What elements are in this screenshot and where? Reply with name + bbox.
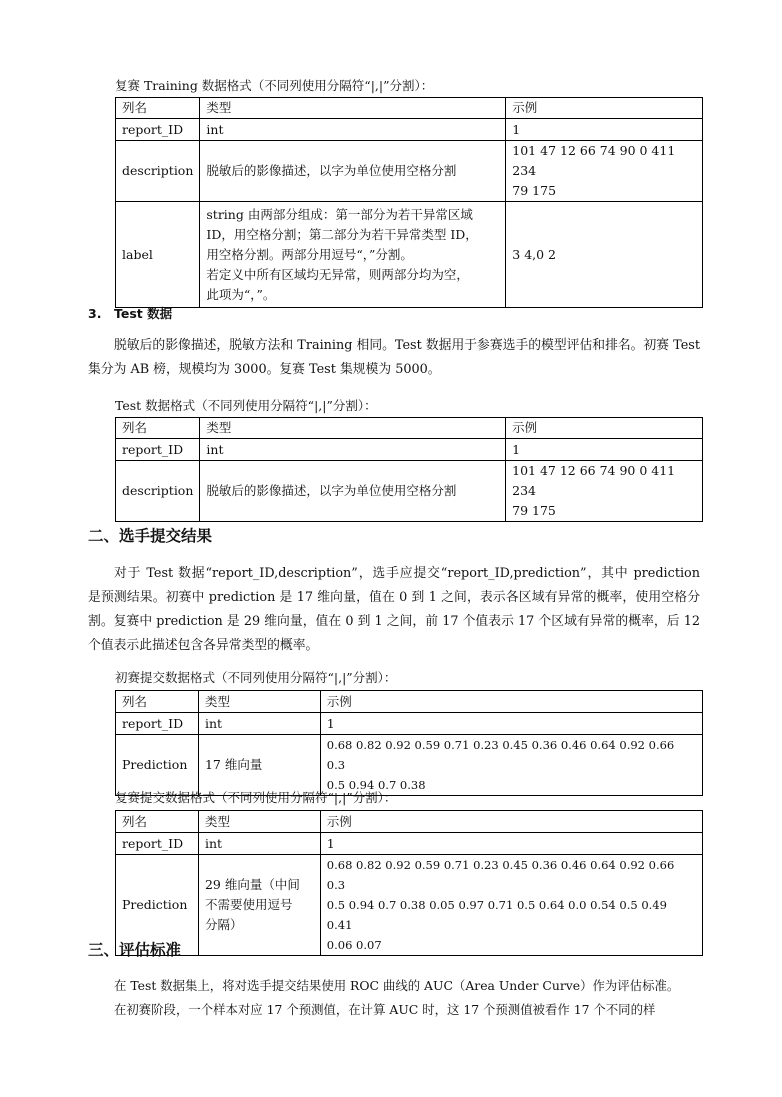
- cell-type: [200, 202, 506, 308]
- table-row: [116, 119, 703, 141]
- cell-type: int: [198, 713, 320, 735]
- table-row: [116, 141, 703, 202]
- table-header-row: [116, 691, 703, 713]
- section-eval-heading: 三、评估标准: [88, 941, 182, 959]
- section-title: Test 数据: [114, 306, 173, 321]
- cell-example: 1: [506, 439, 703, 461]
- cell-example: 1: [320, 833, 702, 855]
- table-row: [116, 713, 703, 735]
- table-header-row: [116, 98, 703, 119]
- eval-paragraph: [88, 974, 700, 1022]
- header-column-name: 列名: [116, 811, 199, 833]
- header-column-name: 列名: [116, 98, 200, 119]
- cell-type: 17 维向量: [198, 735, 320, 796]
- header-column-name: 列名: [116, 691, 199, 713]
- training-format-caption: 复赛 Training 数据格式（不同列使用分隔符“|,|”分割）：: [115, 78, 434, 93]
- cell-name: description: [116, 461, 200, 522]
- example-line: 101 47 12 66 74 90 0 411 234: [512, 463, 676, 498]
- type-line: ID，用空格分割；第二部分为若干异常类型 ID，: [206, 226, 478, 242]
- test-format-table: [115, 417, 703, 522]
- table-header-row: [116, 418, 703, 439]
- cell-name: label: [116, 202, 200, 308]
- example-line: 101 47 12 66 74 90 0 411 234: [512, 143, 676, 178]
- example-line: 0.5 0.94 0.7 0.38: [326, 778, 426, 792]
- header-example: 示例: [320, 811, 702, 833]
- header-type: 类型: [200, 418, 506, 439]
- test-format-caption: Test 数据格式（不同列使用分隔符“|,|”分割）：: [115, 398, 377, 413]
- cell-name: report_ID: [116, 119, 200, 141]
- type-line: 用空格分割。两部分用逗号“，”分割。: [206, 246, 413, 262]
- training-format-table: [115, 97, 703, 308]
- cell-name: report_ID: [116, 833, 199, 855]
- type-line: 若定义中所有区域均无异常，则两部分均为空，: [206, 266, 469, 282]
- header-type: 类型: [200, 98, 506, 119]
- header-type: 类型: [198, 691, 320, 713]
- example-line: 79 175: [512, 503, 556, 518]
- cell-type: int: [200, 119, 506, 141]
- example-line: 79 175: [512, 183, 557, 198]
- cell-type: 脱敏后的影像描述，以字为单位使用空格分割: [200, 461, 506, 522]
- type-line: 分隔）: [204, 917, 243, 932]
- submit-paragraph: [88, 562, 700, 658]
- table-row: [116, 202, 703, 308]
- cell-example: [506, 461, 703, 522]
- type-line: 29 维向量（中间: [204, 877, 300, 892]
- section-3-heading: [88, 304, 172, 322]
- cell-type: [198, 855, 320, 956]
- prelim-format-table: [115, 690, 703, 796]
- cell-example: 1: [320, 713, 702, 735]
- header-column-name: 列名: [116, 418, 200, 439]
- cell-name: report_ID: [116, 713, 199, 735]
- table-row: [116, 461, 703, 522]
- test-data-paragraph: [88, 334, 700, 382]
- example-line: 0.68 0.82 0.92 0.59 0.71 0.23 0.45 0.36 0.46 0.64 0.92 0.66 0.3: [326, 738, 675, 772]
- cell-name: report_ID: [116, 439, 200, 461]
- paragraph-line: 在初赛阶段，一个样本对应 17 个预测值，在计算 AUC 时，这 17 个预测值被看作 17 个不同的样: [114, 1002, 656, 1017]
- cell-example: [506, 141, 703, 202]
- table-row: [116, 833, 703, 855]
- cell-example: [320, 735, 702, 796]
- cell-type: 脱敏后的影像描述，以字为单位使用空格分割: [200, 141, 506, 202]
- table-row: [116, 735, 703, 796]
- paragraph-line: 在 Test 数据集上，将对选手提交结果使用 ROC 曲线的 AUC（Area Under Curve）作为评估标准。: [114, 978, 680, 993]
- example-line: 0.06 0.07: [326, 938, 382, 952]
- cell-type: int: [198, 833, 320, 855]
- table-header-row: [116, 811, 703, 833]
- cell-example: 3 4,0 2: [506, 202, 703, 308]
- cell-name: Prediction: [116, 735, 199, 796]
- paragraph-text: 脱敏后的影像描述，脱敏方法和 Training 相同。Test 数据用于参赛选手的模型评估和排名。初赛 Test 集分为 AB 榜，规模均为 3000。复赛 Test 集规模为 5000。: [88, 338, 700, 377]
- section-number: 3.: [88, 306, 102, 321]
- header-example: 示例: [506, 418, 703, 439]
- example-line: 0.68 0.82 0.92 0.59 0.71 0.23 0.45 0.36 0.46 0.64 0.92 0.66 0.3: [326, 858, 675, 892]
- section-submit-heading: 二、选手提交结果: [88, 527, 213, 545]
- type-line: 此项为“，”。: [206, 286, 276, 302]
- table-row: [116, 439, 703, 461]
- cell-type: int: [200, 439, 506, 461]
- paragraph-text: 对于 Test 数据“report_ID,description”，选手应提交“report_ID,prediction”，其中 prediction 是预测结果。初赛中 prediction 是 17 维向量，值在 0 到 1 之间，表示各区域有异常的概率，使用空格分割。复赛中 prediction 是 29 维向量，值在 0 到 1 之间，前 17 个值表示 17 个区域有异常的概率，后 12 个值表示此描述包含各异常类型的概率。: [88, 566, 700, 653]
- type-line: string 由两部分组成：第一部分为若干异常区域: [206, 206, 473, 222]
- cell-example: 1: [506, 119, 703, 141]
- header-type: 类型: [198, 811, 320, 833]
- prelim-format-caption: 初赛提交数据格式（不同列使用分隔符“|,|”分割）：: [115, 670, 397, 685]
- example-line: 0.5 0.94 0.7 0.38 0.05 0.97 0.71 0.5 0.64 0.0 0.54 0.5 0.49 0.41: [326, 898, 667, 932]
- header-example: 示例: [320, 691, 702, 713]
- type-line: 不需要使用逗号: [204, 897, 293, 912]
- cell-name: Prediction: [116, 855, 199, 956]
- cell-name: description: [116, 141, 200, 202]
- cell-example: [320, 855, 702, 956]
- final-format-table: [115, 810, 703, 956]
- header-example: 示例: [506, 98, 703, 119]
- table-row: [116, 855, 703, 956]
- final-format-caption: 复赛提交数据格式（不同列使用分隔符“|,|”分割）：: [115, 790, 397, 805]
